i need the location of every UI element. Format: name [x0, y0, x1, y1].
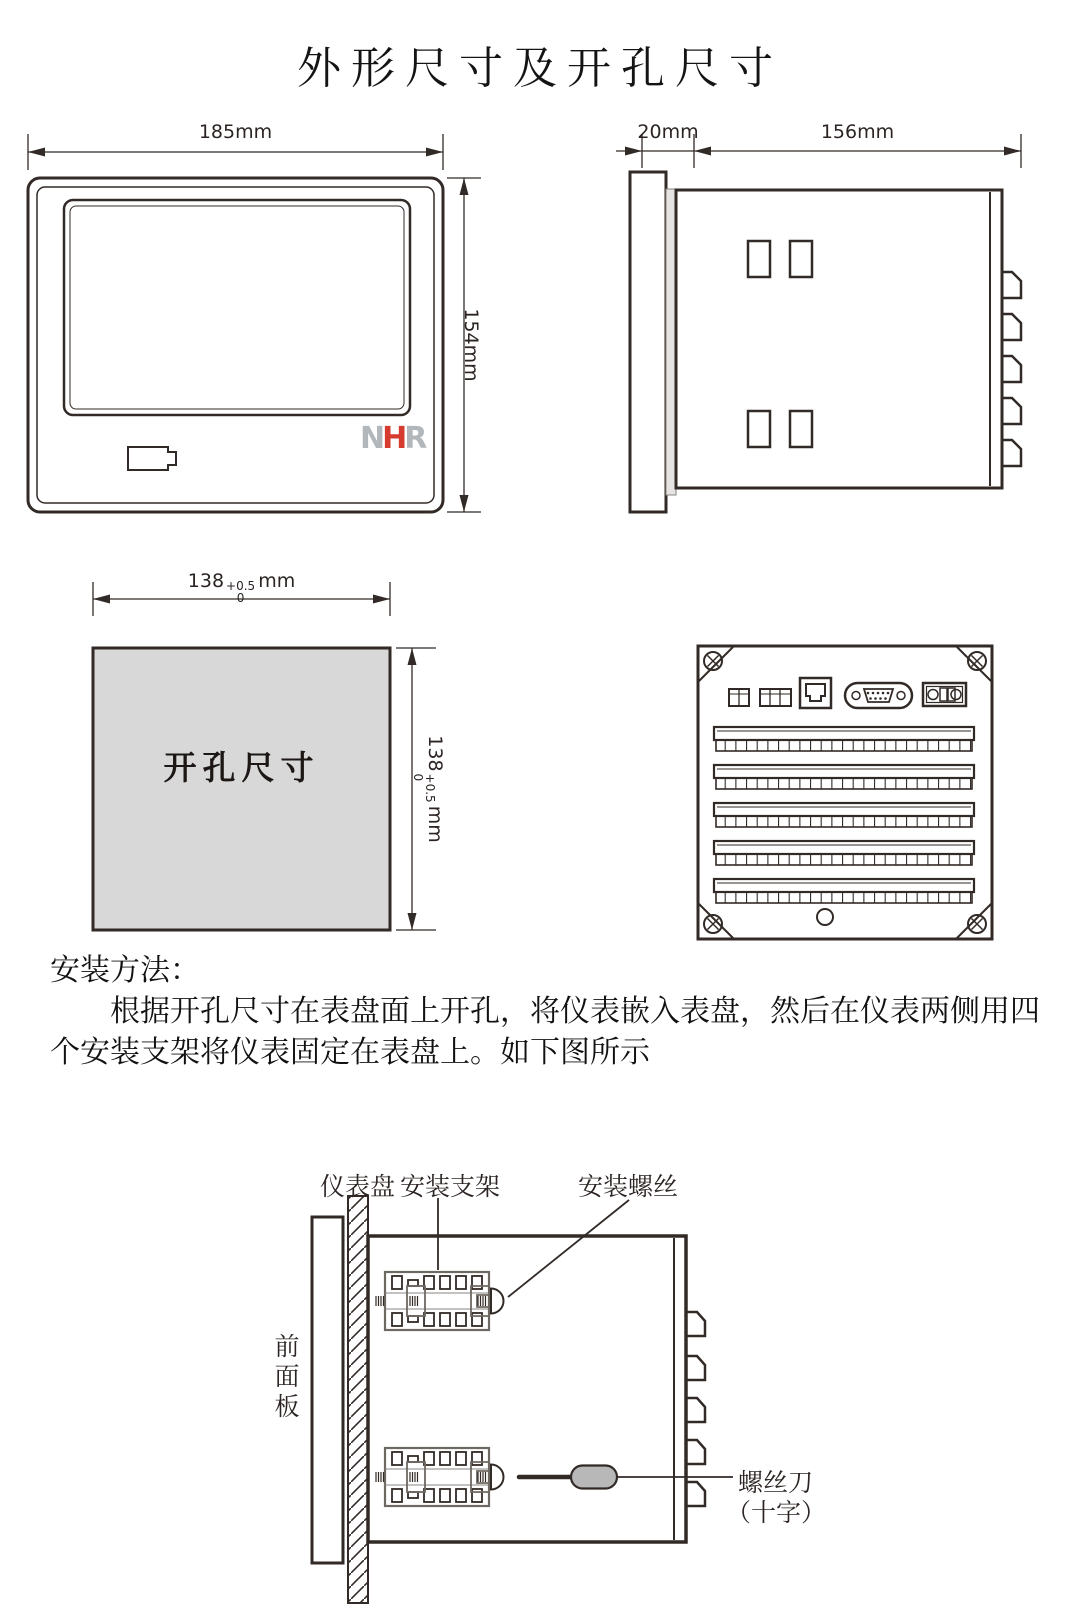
logo-letter-h: H: [382, 421, 405, 456]
cutout-label: 开孔尺寸: [163, 751, 320, 787]
side-front-bezel: [630, 172, 666, 512]
front-height-dim-label: 154mm: [460, 308, 482, 382]
front-width-dim-label: 185mm: [198, 121, 273, 143]
cutout-width-value: 138: [187, 570, 225, 592]
three-pin-terminal-icon: [760, 689, 791, 706]
cutout-square: [93, 648, 390, 930]
cutout-width-unit: mm: [258, 570, 296, 592]
install-heading: 安装方法：: [50, 954, 200, 987]
install-instructions: [50, 950, 1055, 1073]
install-line1: 根据开孔尺寸在表盘面上开孔，将仪表嵌入表盘，然后在仪表两侧用四: [110, 995, 1040, 1028]
side-terminal-teeth: [1002, 272, 1021, 466]
side-vent-holes: [748, 241, 812, 447]
db9-port-icon: [845, 683, 912, 708]
side-view-drawing: [616, 134, 1021, 512]
side-depth-dim-label: 20mm: [637, 121, 699, 143]
front-screen-inner: [70, 206, 404, 409]
cutout-height-tol-minus: 0: [411, 773, 425, 782]
cutout-width-dim-label: [93, 570, 390, 604]
cutout-height-unit: mm: [424, 805, 446, 843]
front-screen: [64, 200, 410, 415]
front-bezel-outer: [28, 178, 443, 512]
cutout-width-tol-minus: 0: [236, 591, 245, 605]
cutout-width-tol-plus: +0.5: [226, 579, 256, 593]
cutout-height-value: 138: [424, 735, 446, 772]
terminal-strips: [714, 727, 974, 903]
mounting-bracket-top: [376, 1272, 504, 1330]
install-diagram-drawing: [312, 1196, 733, 1603]
screw-label: 安装螺丝: [578, 1174, 679, 1201]
page-title: 外形尺寸及开孔尺寸: [297, 43, 783, 94]
panel-label: 仪表盘: [320, 1174, 396, 1201]
screwdriver-type-label: （十字）: [726, 1500, 827, 1527]
screw-leader-line: [508, 1200, 629, 1297]
install-line2: 个安装支架将仪表固定在表盘上。如下图所示: [50, 1036, 650, 1069]
front-panel-label: 前面板: [271, 1333, 298, 1423]
power-terminal-icon: [923, 683, 966, 706]
usb-cover: [128, 447, 176, 470]
brand-logo: [360, 421, 424, 456]
rear-hole: [817, 909, 833, 925]
front-panel-shape: [312, 1217, 343, 1563]
mounting-panel-hatched: [348, 1196, 368, 1603]
cutout-height-tol-plus: +0.5: [423, 773, 437, 803]
screwdriver-label: 螺丝刀: [738, 1470, 814, 1497]
logo-letter-r: R: [404, 421, 425, 456]
side-body-dim-label: 156mm: [820, 121, 895, 143]
screwdriver-icon: [519, 1466, 617, 1489]
mounting-bracket-bottom: [376, 1448, 504, 1506]
rj45-port-icon: [800, 678, 831, 708]
bracket-label: 安装支架: [400, 1174, 501, 1201]
cutout-height-dim-label: [412, 735, 446, 842]
rear-view-drawing: [698, 646, 992, 939]
logo-letter-n: N: [360, 421, 383, 456]
two-pin-terminal-icon: [729, 689, 749, 706]
side-body: [676, 190, 1002, 488]
